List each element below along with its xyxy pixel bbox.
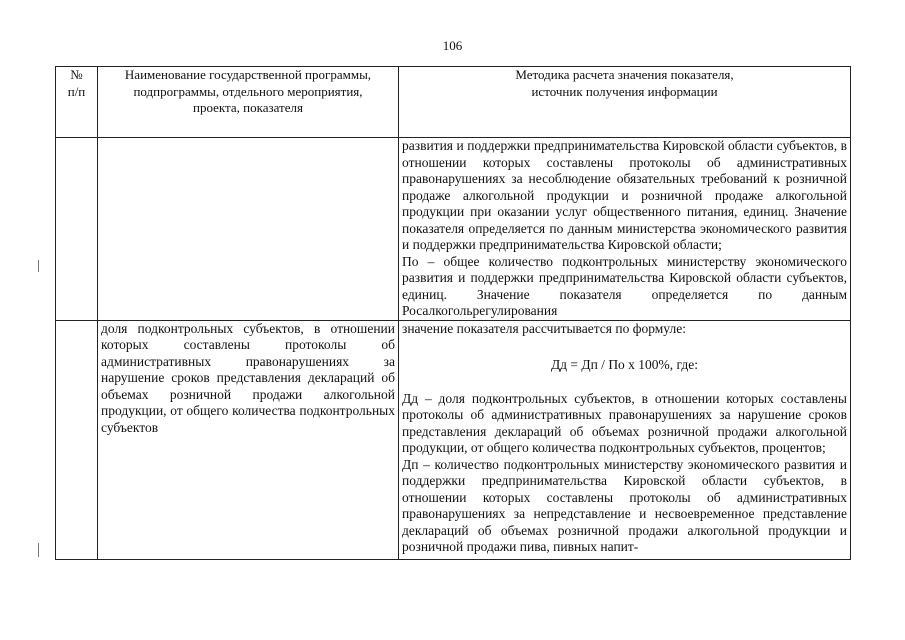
page-number: 106: [442, 38, 463, 53]
row1-name-cell: [98, 138, 399, 321]
table-row: [56, 138, 851, 321]
scan-mark-bottom: [38, 543, 39, 557]
row1-number-cell: [56, 138, 98, 321]
row2-name-cell: [98, 320, 399, 559]
row2-method-cell: [399, 320, 851, 559]
row1-method-cell: [399, 138, 851, 321]
row1-method-paragraph-1: развития и поддержки предпринимательства Кировской области субъектов, в отношении которых составлены протоколы об административных правонарушениях за несоблюдение обязательных требований к розничной продаже алкогольной продукции и розничной продаже алкогольной продукции при оказании услуг общественного питания, единиц. Значение показателя определяется по данным министерства экономического развития и поддержки предпринимательства Кировской области;: [402, 138, 847, 252]
header-number-text: № п/п: [67, 67, 86, 99]
table-header-row: [56, 67, 851, 138]
row2-method-paragraph-2: Дп – количество подконтрольных министерству экономического развития и поддержки предпринимательства Кировской области субъектов, в отношении которых составлены протоколы об административных правонарушениях за непредставление и несвоевременное представление деклараций об объемах розничной продажи алкогольной продукции и розничной продажи пива, пивных напит-: [402, 456, 847, 554]
header-name: [98, 67, 399, 138]
table-row: [56, 320, 851, 559]
header-method: [399, 67, 851, 138]
header-method-text: Методика расчета значения показателя, источник получения информации: [515, 67, 734, 99]
row1-method-paragraph-2: По – общее количество подконтрольных министерству экономического развития и поддержки предпринимательства Кировской области субъектов, единиц. Значение показателя определяется по данным Росалкогольрегулирования: [402, 253, 847, 318]
header-name-text: Наименование государственной программы, подпрограммы, отдельного мероприятия, проекта, показателя: [124, 67, 372, 115]
row2-bottom-spacer: [402, 556, 847, 559]
row2-formula: Дд = Дп / По x 100%, где:: [550, 357, 699, 372]
header-number: [56, 67, 98, 138]
document-table: [55, 66, 851, 560]
scan-mark-top: [38, 260, 39, 272]
row2-indicator-name: доля подконтрольных субъектов, в отношении которых составлены протоколы об административных правонарушениях за нарушение сроков представления деклараций об объемах розничной продажи алкогольной продукции, от общего количества подконтрольных субъектов: [101, 320, 395, 435]
row2-number-cell: [56, 320, 98, 559]
row2-method-paragraph-1: Дд – доля подконтрольных субъектов, в отношении которых составлены протоколы об административных правонарушениях за нарушение сроков представления деклараций об объемах розничной продажи алкогольной продукции, от общего количества подконтрольных субъектов, процентов;: [402, 390, 847, 455]
row2-method-intro: значение показателя рассчитывается по формуле:: [402, 320, 686, 336]
